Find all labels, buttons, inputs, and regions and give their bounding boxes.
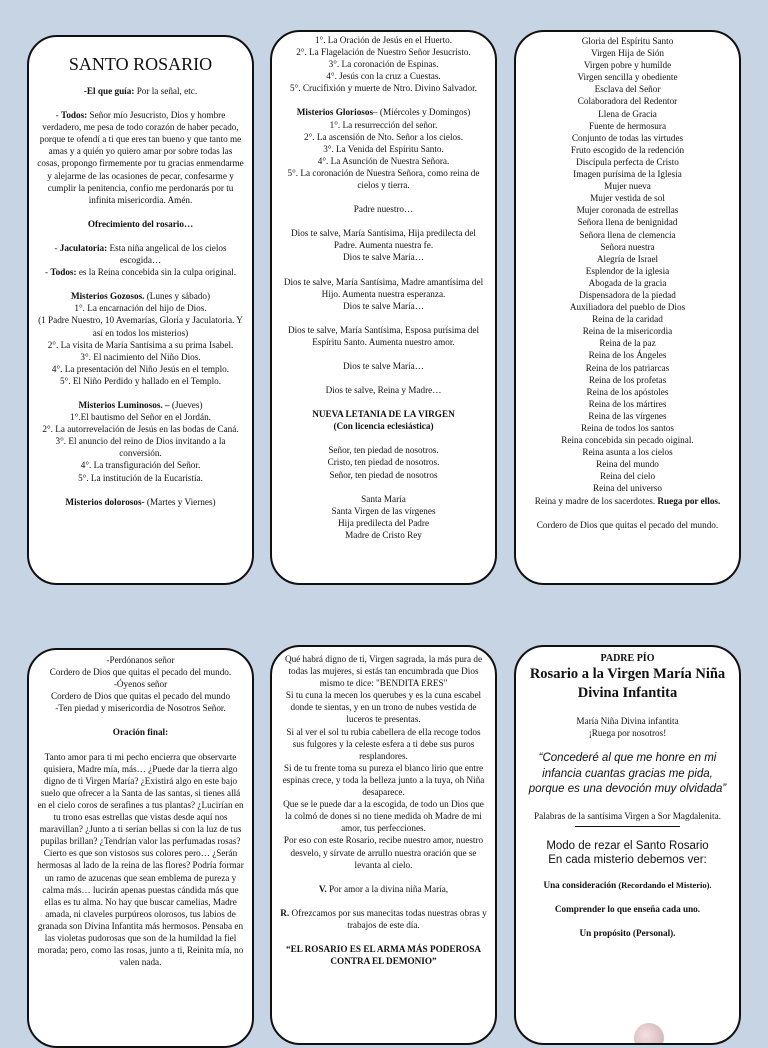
litany-item: Esplendor de la iglesia (585, 265, 670, 276)
salve-3: Dios te salve, María Santísima, Esposa purísima del Espíritu Santo. Aumenta nuestro amor. (287, 324, 480, 347)
poem-para: Si de tu frente toma su pureza el blanco lirio que entre espinas crece, y toda la belleza junto a la tuya, oh Niña desaparece. (282, 762, 485, 798)
list-item: Hija predilecta del Padre (337, 517, 430, 528)
response: R. Ofrezcamos por sus manecitas todas nuestras obras y trabajos de este día. (280, 907, 487, 930)
panel-title: Rosario a la Virgen María Niña Divina Infantita (529, 666, 726, 702)
litany-item: Reina de los profetas (588, 374, 667, 385)
step-3: Un propósito (Personal). (579, 928, 676, 939)
todos-prayer: - Todos: Señor mío Jesucristo, Dios y hombre verdadero, me pesa de todo corazón de haber pecado, porque te ofendí a ti que eres tan bueno y que tanto me amas y a quién yo quiero amar por sobre todas las cosas, propongo firmemente por tu gracias enmendarme y alejarme de las ocasiones de pecar, confesarme y cumplir la penitencia, confío me perdonarás por tu infinita misericordia. Amén. (37, 110, 244, 205)
litany-item: Reina de las vírgenes (588, 410, 667, 421)
litany-item: Reina del universo (593, 483, 662, 494)
poem-para: Por eso con este Rosario, recibe nuestro amor, nuestro desvelo, y sírvate de arrullo nuestra oración que se levanta al cielo. (283, 835, 484, 870)
todos-response: - Todos: es la Reina concebida sin la culpa original. (44, 267, 237, 278)
list-item: 4°. La transfiguración del Señor. (80, 460, 201, 471)
letania-subtitle: (Con licencia eclesiástica) (333, 421, 434, 432)
litany-item: Gloria del Espíritu Santo (581, 36, 674, 46)
list-item: -Óyenos señor (113, 679, 168, 690)
list-item: 5°. La institución de la Eucaristía. (78, 472, 203, 483)
salve-2: Dios te salve, María Santísima, Madre amantísima del Hijo. Aumenta nuestra esperanza. (283, 276, 484, 299)
litany-item: Conjunto de todas las virtudes (571, 132, 684, 143)
litany-item: Reina de los apóstoles (586, 386, 669, 397)
list-item: 1°.El bautismo del Señor en el Jordán. (70, 412, 211, 423)
cordero-line: Cordero de Dios que quitas el pecado del mundo. (536, 519, 719, 530)
panel-oracion-final (27, 648, 254, 1048)
litany-item: Discípula perfecta de Cristo (576, 156, 679, 167)
litany-item: Reina de la misericordia (582, 326, 673, 337)
litany-item: Abogada de la gracia (588, 277, 667, 288)
list-item: Señor, ten piedad de nosotros. (328, 445, 439, 456)
letania-title: NUEVA LETANIA DE LA VIRGEN (312, 409, 455, 420)
litany-item: Reina de los patriarcas (585, 362, 670, 373)
poem-para: Qué habrá digno de ti, Virgen sagrada, la más pura de todas las mujeres, si estás tan encumbrada que Dios mismo te dice: "BENDITA ERES" (284, 654, 483, 689)
step-1: Una consideración (Recordando el Misterio). (543, 879, 712, 890)
litany-item: Mujer nueva (604, 181, 651, 192)
step-2: Comprender lo que enseña cada uno. (554, 903, 701, 914)
panel-padre-pio (514, 645, 741, 1045)
poem-para: Si tu cuna la mecen los querubes y es la cuna escabel donde te sientas, y en un trono de nubes vestida de luceros te presentas. (285, 690, 482, 725)
litany-item: Imagen purísima de la Iglesia (573, 169, 682, 180)
invocation-2: ¡Ruega por nosotros! (588, 728, 667, 739)
litany-item: Alegría de Israel (596, 253, 659, 264)
litany-last: Reina y madre de los sacerdotes. Ruega por ellos. (534, 495, 721, 506)
list-item: 2°. La ascensión de Nto. Señor a los cielos. (303, 131, 464, 142)
list-item: 1°. La Oración de Jesús en el Huerto. (314, 35, 453, 45)
list-item: Santa Virgen de las vírgenes (331, 505, 436, 516)
litany-item: Reina de los mártires (588, 398, 667, 409)
litany-item: Llena de Gracia (598, 108, 657, 119)
list-item: (1 Padre Nuestro, 10 Avemarías, Gloria y Jaculatoria. Y así en todos los misterios) (38, 315, 243, 338)
litany-item: Señora nuestra (600, 241, 655, 252)
litany-item: Auxiliadora del pueblo de Dios (569, 302, 686, 313)
litany-item: Señora llena de benignidad (577, 217, 678, 228)
dolorosos-heading: Misterios dolorosos- (Martes y Viernes) (65, 496, 216, 507)
poem-para: Que se le puede dar a la escogida, de todo un Dios que la colmó de dones si no tiene medida oh Madre de mi amor, tus perfecciones. (283, 799, 484, 834)
list-item: Santa María (361, 493, 406, 504)
list-item: 5°. La coronación de Nuestra Señora, como reina de cielos y tierra. (287, 167, 480, 191)
list-item: 2°. La Flagelación de Nuestro Señor Jesucristo. (296, 47, 471, 58)
litany-item: Virgen pobre y humilde (583, 60, 672, 71)
litany-item: Reina de la paz (599, 338, 656, 349)
litany-item: Dispensadora de la piedad (579, 289, 676, 300)
padre-nuestro: Padre nuestro… (353, 204, 414, 215)
list-item: 3°. La Venida del Espíritu Santo. (323, 143, 444, 154)
panel-misterios (270, 30, 497, 585)
list-item: 3°. El anuncio del reino de Dios invitando a la conversión. (55, 436, 226, 459)
poem-para: Si al ver el sol tu rubia cabellera de ella recoge todos sus fulgores y la celeste esfera a ti debe sus puros resplandores. (286, 726, 481, 761)
list-item: Madre de Cristo Rey (345, 529, 422, 540)
invocation: María Niña Divina infantita (576, 716, 679, 727)
list-item: 2°. La autorrevelación de Jesús en las bodas de Caná. (42, 424, 239, 435)
closing-quote: “EL ROSARIO ES EL ARMA MÁS PODEROSA CONTRA EL DEMONIO” (285, 943, 482, 967)
panel-poema (270, 645, 497, 1045)
list-item: 1°. La resurrección del señor. (329, 119, 438, 130)
list-item: Cristo, ten piedad de nosotros. (327, 457, 440, 468)
gozosos-heading: Misterios Gozosos. (Lunes y sábado) (70, 291, 211, 302)
panel-letania (514, 30, 741, 585)
litany-item: Fuente de hermosura (588, 120, 667, 131)
gloriosos-heading: Misterios Gloriosos– (Miércoles y Domingos) (296, 107, 471, 118)
salve-1b: Dios te salve María… (343, 252, 424, 263)
litany-item: Reina asunta a los cielos (582, 447, 673, 458)
guide-line: -El que guía: Por la señal, etc. (83, 86, 198, 96)
litany-item: Señora llena de clemencia (579, 229, 676, 240)
list-item: 1°. La encarnación del hijo de Dios. (74, 303, 207, 314)
litany-list (516, 32, 739, 495)
salve-3b: Dios te salve María… (343, 360, 424, 371)
litany-item: Virgen sencilla y obediente (577, 72, 678, 83)
page-title: SANTO ROSARIO (68, 54, 213, 74)
litany-item: Colaboradora del Redentor (577, 96, 678, 107)
litany-item: Reina de todos los santos (581, 423, 674, 433)
list-item: 3°. El nacimiento del Niño Dios. (80, 351, 201, 362)
mode-line-1: Modo de rezar el Santo Rosario (546, 839, 709, 852)
attribution: Palabras de la santísima Virgen a Sor Magdalenita. (534, 810, 721, 821)
jaculatoria-line: - Jaculatoria: Esta niña angelical de los cielos escogida… (54, 242, 227, 266)
list-item: -Ten piedad y misericordia de Nosotros Señor. (55, 703, 226, 714)
litany-item: Esclava del Señor (594, 84, 661, 95)
list-item: 5°. Crucifixión y muerte de Ntro. Divino Salvador. (290, 83, 477, 94)
list-item: Señor, ten piedad de nosotros (329, 469, 438, 480)
litany-item: Reina concebida sin pecado oiginal. (561, 435, 694, 446)
list-item: 2°. La visita de María Santísima a su prima Isabel. (47, 339, 234, 350)
flower-image (634, 1023, 664, 1045)
list-item: Cordero de Dios que quitas el pecado del mundo (50, 691, 231, 702)
list-item: 5°. El Niño Perdido y hallado en el Templo. (59, 375, 222, 386)
final-title: Oración final: (112, 727, 169, 738)
litany-item: Reina de la caridad (592, 314, 663, 325)
litany-item: Reina de los Ángeles (588, 350, 667, 361)
litany-item: Virgen Hija de Sión (590, 48, 665, 59)
litany-item: Fruto escogido de la redención (570, 144, 685, 155)
luminosos-heading: Misterios Luminosos. – (Jueves) (78, 399, 203, 410)
list-item: -Perdónanos señor (106, 655, 175, 665)
list-item: 4°. La presentación del Niño Jesús en el templo. (51, 363, 230, 374)
mode-line-2: En cada misterio debemos ver: (548, 853, 707, 866)
list-item: 4°. La Asunción de Nuestra Señora. (317, 155, 450, 166)
litany-item: Mujer vestida de sol (590, 193, 665, 204)
final-prayer: Tanto amor para ti mi pecho encierra que observarte quisiera, Madre mía, más… ¿Puede dar la tierra algo digno de ti Virgen María? ¿Existirá algo en este bajo suelo que ofrecer a la Santa de las santas, si tienes allá en el cielo coros de serafines a tus plantas? ¿Lucirían en tu trono esas estrellas que vistas desde aquí nos maravillan? ¿Junto a ti serían bellas si con la luz de tus pupilas brillan? ¿Tendrían valor las perfumadas rosas? Cierto es que son vistosos sus colores pero… ¿Serán hermosas al lado de la reina de las flores? Podría formar un ramo de azucenas que sean emblema de pureza y calma más… lucirán apenas puestas cándida más que ellas es tu alma. No hay que buscar camelias, Madre amada, ni claveles purpúreos olorosos, tus labios de granada son Divina Infantita más hermosos. Pensaba en las violetas pudorosas que son de la humildad la fiel morada; pero, como las rosas, junto a ti, Reinita mía, no valen nada. (37, 751, 244, 968)
offering-heading: Ofrecimiento del rosario… (87, 218, 194, 229)
list-item: Cordero de Dios que quitas el pecado del mundo. (49, 667, 232, 678)
versicle: V. Por amor a la divina niña María, (318, 883, 449, 894)
salve-1: Dios te salve, María Santísima, Hija predilecta del Padre. Aumenta nuestra fe. (291, 228, 476, 251)
salve-2b: Dios te salve María… (343, 300, 424, 311)
list-item: 4°. Jesús con la cruz a Cuestas. (326, 71, 441, 82)
litany-item: Reina del mundo (596, 459, 659, 470)
salve-4: Dios te salve, Reina y Madre… (325, 385, 442, 396)
litany-item: Mujer coronada de estrellas (576, 205, 679, 216)
panel-santo-rosario (27, 35, 254, 585)
list-item: 3°. La coronación de Espinas. (328, 59, 439, 70)
quote: “Concederé al que me honre en mi infancia cuantas gracias me pida, porque es una devoción muy olvidada” (528, 752, 727, 796)
litany-item: Reina del cielo (599, 471, 656, 482)
kicker: PADRE PÍO (600, 653, 655, 664)
